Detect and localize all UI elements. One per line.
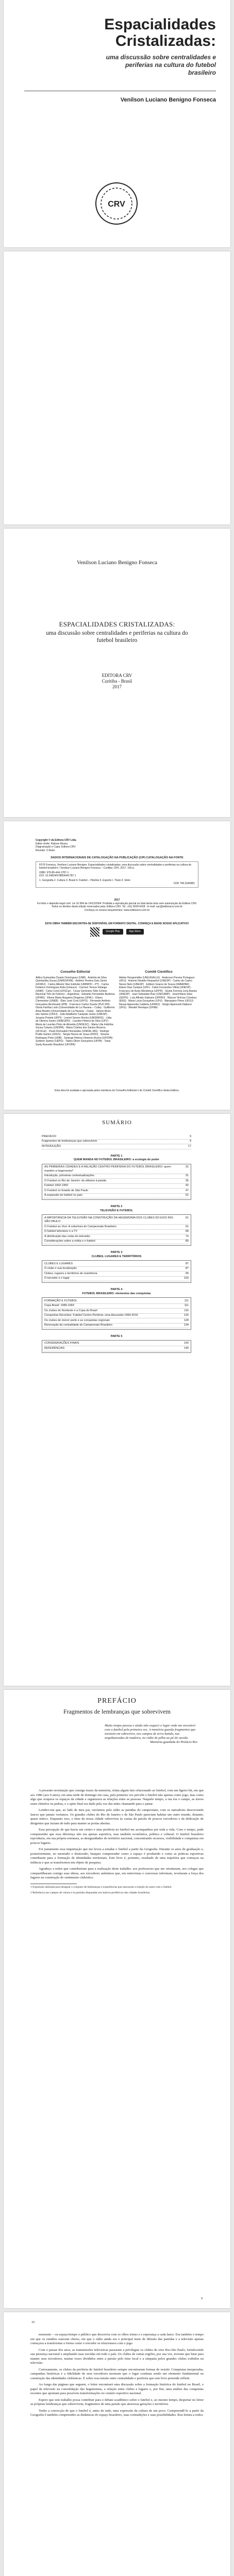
toc-entry-page: 68 — [185, 1230, 189, 1233]
book-authors: Venilson Luciano Benigno Fonseca — [120, 97, 216, 103]
toc-part-box — [42, 1164, 191, 1200]
preface-paragraph: Ao longo das páginas que seguem, o leitor encontrará uma discussão sobre a formação histórica do futebol no Brasil, o papel da televisão na consolidação das hegemonias, a relação entre clubes e lugares e, por fim, uma análise das conquistas recentes que apontam para possíveis transformações no cenário esportivo nacional. — [30, 2383, 204, 2395]
toc-entry[interactable] — [42, 1134, 191, 1140]
toc-entry-page: 116 — [184, 1309, 189, 1312]
toc-part-title: QUEM MANDA NO FUTEBOL BRASILEIRO: a ecologia do poder — [73, 1158, 160, 1161]
toc-entry-label: O torcedor e o lugar — [44, 1277, 70, 1280]
toc-entry-label: AS PRIMEIRAS CIDADES E A RELAÇÃO CENTRO-PERIFERIA DO FUTEBOL BRASILEIRO: quem mantém a hegemonia? — [44, 1165, 171, 1173]
preface-paragraph: Com o passar dos anos, as transmissões televisivas passaram a privilegiar os clubes do eixo Rio-São Paulo, fortalecendo sua presença nacional e ampliando suas torcidas em todo o país. Os clubes de outras regiões, por sua vez, tiveram que lutar para manter seus torcedores, muitas vezes divididos entre a paixão pelo time local e a simpatia pelos grandes clubes exibidos na televisão. — [30, 2348, 204, 2365]
toc-entry[interactable] — [44, 1299, 189, 1304]
toc-entry-page: 17 — [188, 1144, 191, 1148]
cip-box — [36, 861, 198, 888]
toc-entry[interactable] — [44, 1240, 189, 1245]
board-right-column — [119, 971, 198, 1046]
subjects: 1. Geografia 2. Cultura 3. Brasil 4. Futebol – História 5. Esporte I. Título II. Série — [39, 878, 130, 882]
toc-heading: SUMÁRIO — [102, 1120, 132, 1126]
credits-block — [36, 839, 198, 852]
toc-entry[interactable] — [44, 1262, 189, 1267]
board-right-members: Adelar Hengemühle (UNILASALLE) · Anderson Pereira Portuguez (UFU) · Antonio Nivaldo Hespanhol (UNESP) · Carlos de Castro Neves Neto (UNESP) · Edilson Soares de Souza (FABAPAR) · Eliane Dias Campos (UFF) · Fabio Fernandes Villela (UNESP) · Francisco de Assis Mendonça (UFPR) · Gisele Ferreira Lima Bastos (UNESP) · Juan Sebastian Ruiz (UNICAMP) · Joseli Maria Silva (UEPG) · Luis Alfredo Galeano (UFRRJ) · Marcos Vinícius Crivelaro (ENS) · Maria Lúcia Gonçalves (UFU) · Marquiano Pérez (UFSJ) · Neusa Aparecida Caldeira (UFRRJ) · Sérgio Aparecido Nabarro (UFG) · Wendel Henrique (UFBA) — [119, 976, 197, 1009]
toc-entry-page: 31 — [185, 1174, 189, 1177]
toc-part-box — [42, 1340, 191, 1353]
preface-epigraph — [105, 1724, 197, 1744]
toc-entry[interactable] — [42, 1144, 191, 1149]
cip-body: F676 Fonseca, Venilson Luciano Benigno. Espacialidades cristalizadas: uma discussão sobre centralidades e periferias na cultura do futebol brasileiro / Venilson Luciano Benigno Fonseca – Curitiba: CRV, 2017. 160 p. — [39, 863, 192, 870]
toc-entry[interactable] — [44, 1165, 189, 1174]
preface-paragraph: Agradeço a todos que contribuíram para a realização deste trabalho: aos professores que me orientaram, aos colegas que compartilharam comigo suas ideias, aos torcedores anônimos que, em entrevistas e conversas informais, revelaram a força dos lugares na construção do sentimento clubístico. — [30, 1867, 204, 1879]
board-left-title: Conselho Editorial — [60, 970, 90, 974]
book-title — [104, 16, 216, 49]
toc-entry[interactable] — [44, 1230, 189, 1235]
preface-heading: PREFÁCIO — [97, 1697, 137, 1705]
preface-paragraph: momento – ou espaço/tempo o público que descrevia com os olhos tristes e a esperança a cada lance. Era também o tempo em que os estádios estavam cheios, em que o rádio ainda era o principal meio de difusão das partidas e a televisão apenas começava a transformar a forma como o torcedor se relacionava com o jogo. — [30, 2333, 204, 2345]
toc-entry-label: CLUBES E LUGARES — [44, 1262, 73, 1265]
preface-paragraph: A presente revisitação que consigo trazer da memória, relata algum fato relacionado ao futebol, com um ligeiro hit, em que aos 1986 (aos 9 anos), em uma tarde de domingo em casa, pela primeira vez percebi o futebol não apenas como jogo, mas como algo que ocupava os espaços da cidade e organizava as relações entre as pessoas. Naquele tempo, a rua era o campo, as traves eram chinelos ou pedras, e o apito final era dado pela voz das mães chamando para o jantar. — [30, 1789, 204, 1806]
toc-entry-label: CONSIDERAÇÕES FINAIS — [44, 1342, 79, 1345]
toc-part-title: CLUBES, LUGARES E TERRITÓRIOS — [91, 1255, 142, 1258]
blank-page — [4, 251, 230, 524]
toc-entry-page: 111 — [184, 1299, 189, 1302]
toc-entry-page: 103 — [183, 1277, 189, 1280]
book-subtitle: uma discussão sobre centralidades e periferias na cultura do futebol brasileiro — [106, 54, 216, 76]
toc-entry-label: Futebol 1902-1950 — [44, 1184, 69, 1187]
google-play-button[interactable]: Google Play — [103, 929, 123, 935]
preface-paragraph: Espero que este trabalho possa contribuir para o debate acadêmico sobre o futebol e, ao mesmo tempo, despertar no leitor as próprias lembranças que sobrevivem, fragmentos de uma paixão que atravessa gerações e territórios. — [30, 2398, 204, 2406]
toc-entry-label: O Futebol no Estado de São Paulo — [44, 1189, 89, 1192]
toc-part-box — [42, 1260, 191, 1283]
publication-year: 2017 — [112, 684, 122, 689]
page-number-2: 10 — [31, 2321, 35, 2324]
toc-entry-page: 61 — [185, 1225, 189, 1228]
title-page-author: Venilson Luciano Benigno Fonseca — [76, 560, 158, 566]
epigraph-attribution: Memória guardada do Prefácio Rio — [150, 1740, 197, 1744]
title-line-1: Espacialidades — [104, 16, 216, 33]
rights-text: Foi feito o depósito legal conf. Lei 10.994 de 14/12/2004. Proibida a reprodução parcial ou total desta obra sem autorização da Editora CRV. — [37, 902, 197, 905]
publisher-name: EDITORA CRV — [102, 673, 132, 678]
toc-entry[interactable] — [44, 1318, 189, 1324]
preface-body-2 — [30, 2333, 204, 2420]
title-page-subtitle: uma discussão sobre centralidades e periferias na cultura do futebol brasileiro — [46, 630, 188, 643]
toc-part-label: PARTE 2 — [110, 1205, 123, 1208]
cip-block — [36, 856, 198, 888]
toc-list — [42, 1134, 191, 1353]
toc-entry-label: O futebol televisivo e a TV — [44, 1230, 78, 1233]
toc-part-label: PARTE 4 — [110, 1288, 123, 1291]
toc-part-title: FUTEBOL BRASILEIRO: elementos das conquistas — [82, 1292, 151, 1295]
toc-entry-page: 149 — [183, 1346, 189, 1350]
toc-entry-page: 35 — [185, 1179, 189, 1182]
board-right-title: Comitê Científico — [145, 970, 173, 974]
toc-entry-page: 80 — [185, 1240, 189, 1243]
copyright-page — [4, 821, 230, 1110]
toc-entry-page: 87 — [185, 1267, 189, 1270]
epigraph-text: Muito tempo passou e ainda não esqueci o lugar onde me encontrei com o futebol pela primeira vez. A memória guarda fragmentos que insistem em sobreviver, nos campos de terra batida, nas arquibancadas de madeira, no rádio de pilha ao pé do ouvido. — [105, 1724, 196, 1740]
preface-paragraph: Tenho a convicção de que o futebol é, antes de tudo, uma expressão da cultura de um povo. Compreendê-lo a partir da Geografia é também compreender as dinâmicas do espaço brasileiro, suas contradições e suas possibilidades. Boa leitura a todos. — [30, 2409, 204, 2417]
toc-entry-page: 128 — [183, 1318, 189, 1322]
title-line-2: Cristalizadas: — [115, 32, 216, 49]
toc-entry-page: 52 — [185, 1194, 189, 1197]
board-left-column — [36, 971, 115, 1046]
toc-part-title: TELEVISÃO E FUTEBOL — [100, 1209, 133, 1212]
toc-part-box — [42, 1214, 191, 1246]
page-number: 9 — [201, 2297, 203, 2300]
toc-entry-page: 42 — [185, 1184, 189, 1187]
preface-body — [30, 1789, 204, 1897]
preface-paragraph: Curiosamente, os clubes da periferia do futebol brasileiro sempre encontraram formas de resistir. Conquistas inesperadas, campanhas históricas e a fidelidade de seus torcedores mostram que o lugar continua sendo um elemento fundamental na construção das identidades clubísticas. É sobre essa tensão entre centralidade e periferia que este livro pretende refletir. — [30, 2367, 204, 2380]
toc-entry-label: A distribuição das cotas de televisão — [44, 1234, 90, 1238]
toc-entry-label: Fragmentos de lembranças que sobrevivem — [42, 1140, 97, 1143]
preface-paragraph: Essa percepção de que havia um centro e uma periferia no futebol me acompanhou por toda a vida. Com o tempo, pude compreender que essa diferença não era apenas esportiva, mas também econômica, política e cultural. O futebol brasileiro reproduzia, em sua própria estrutura, as desigualdades do território nacional, concentrando recursos, visibilidade e conquistas em poucos lugares. — [30, 1828, 204, 1845]
publisher-city: Curitiba - Brasil — [102, 679, 132, 684]
peer-note: Esta obra foi avaliada e aprovada pelos membros do Conselho Editorial e do Comitê Científico desta Editora. — [55, 1089, 179, 1092]
toc-part-box — [42, 1297, 191, 1330]
publisher-block — [4, 673, 230, 690]
logo-text: CRV — [108, 200, 125, 209]
footnote: 2 Referência aos campos de várzea e às partidas disputadas nos bairros periféricos das cidades brasileiras. — [30, 1891, 151, 1894]
app-store-button[interactable]: App Store — [126, 929, 144, 935]
toc-entry-label: Conquistas Recentes: Futebol Centro-Periferia: uma discussão 1994-2016 — [44, 1314, 138, 1317]
toc-entry[interactable] — [44, 1234, 189, 1240]
toc-entry[interactable] — [44, 1314, 189, 1319]
toc-part-label: PARTE 5 — [110, 1335, 123, 1338]
toc-entry[interactable] — [44, 1225, 189, 1230]
app-store-bar — [36, 927, 198, 937]
toc-entry[interactable] — [44, 1324, 189, 1329]
toc-entry-label: O clube e sua localização — [44, 1267, 77, 1270]
review-line: Revisão: O Autor — [36, 849, 55, 852]
toc-entry-page: 134 — [183, 1324, 189, 1327]
app-text: ESTA OBRA TAMBÉM ENCONTRA-SE DISPONÍVEL EM FORMATO DIGITAL. CONHEÇA E BAIXE NOSSO APLICATIVO! — [45, 922, 189, 925]
rights-year: 2017 — [114, 899, 120, 902]
isbn: ISBN: 978-85-444-1787-1 — [39, 871, 69, 874]
toc-page — [4, 1114, 230, 1686]
toc-entry-page: 74 — [185, 1234, 189, 1238]
publisher-address: Todos os direitos desta edição reservados pela: Editora CRV. Tel.: (41) 3039-6418 - E-mail: sac@editoracrv.com.br — [51, 905, 183, 908]
copyright-line: Copyright © da Editora CRV Ltda. — [36, 839, 77, 842]
toc-entry[interactable] — [44, 1184, 189, 1189]
preface-page-2 — [4, 2312, 230, 2576]
editorial-board — [36, 971, 198, 1046]
editor-line: Editor-chefe: Railson Moura — [36, 842, 68, 845]
toc-entry[interactable] — [44, 1342, 189, 1347]
toc-entry-page: 61 — [185, 1216, 189, 1219]
rights-block — [36, 899, 198, 912]
title-page-title: ESPACIALIDADES CRISTALIZADAS: — [59, 620, 175, 628]
toc-entry-page: 31 — [185, 1165, 189, 1168]
board-left-members: Aldira Guimarães Duarte Domínguez (UNB) · Andréia da Silva Quintanilha Sousa (UNIR/UFRN) · Antônio Pereira Gaio Júnior (UFRRJ) · Carlos Alberto Vilar Estêvão (UMINHO – PT) · Carlos Federico Dominguez Avila (Unieuro) · Carmen Tereza Velanga (UNIR) · Celso Conti (UFSCar) · Cesar Gerónimo Tello (Univer. Nacional Três de Febrero – Argentina) · Eduardo Fernandes Barbosa (UFMG) · Elione Maria Nogueira Diogenes (UFAL) · Elizeu Clementino (UNEB) · Élsio José Corá (UFFS) · Fernando Antônio Gonçalves Alcoforado (IPB) · Francisco Carlos Duarte (PUC-PR) · Gloria Fariñas León (Universidade de La Havana – Cuba) · Guillermo Arias Beatón (Universidade de La Havana – Cuba) · Jailson Alves dos Santos (UFRJ) · João Adalberto Campato Junior (UNESP) · Josania Portela (UFPI) · Leonel Severo Rocha (UNISINOS) · Lídia de Oliveira Xavier (UNIEURO) · Lourdes Helena da Silva (UFV) · Maria de Lourdes Pinto de Almeida (UNOESC) · Maria Lília Imbiriba Sousa Colares (UNOPA) · Maria Cristina dos Santos Bezerra (UFSCar) · Paulo Romualdo Hernandes (UNIFAL-MG) · Rodrigo Pratte-Santos (UFES) · Sérgio Nunes de Jesus (IFRO) · Simone Rodrigues Pinto (UNB) · Solange Helena Ximenes-Rocha (UFOPA) · Sydione Santos (UEPG) · Tadeu Oliver Gonçalves (UFPA) · Tania Suely Azevedo Brasileiro (UFOPA) — [36, 976, 115, 1046]
qr-code-icon — [90, 927, 99, 937]
preface-subheading: Fragmentos de lembranças que sobrevivem — [63, 1708, 171, 1715]
design-line: Diagramação e Capa: Editora CRV — [36, 845, 76, 849]
toc-entry-label: A expansão do futebol no país — [44, 1194, 83, 1197]
toc-entry[interactable] — [44, 1189, 189, 1194]
toc-entry-label: Considerações sobre a mídia e o futebol — [44, 1240, 95, 1243]
app-block — [36, 922, 198, 937]
toc-entry-page: 9 — [189, 1134, 191, 1138]
toc-entry[interactable] — [44, 1174, 189, 1179]
toc-entry[interactable] — [44, 1216, 189, 1225]
toc-entry-label: REFERÊNCIAS — [44, 1346, 65, 1350]
toc-entry-label: O Futebol ao Vivo: A cobertura do Campeonato Brasileiro — [44, 1225, 116, 1228]
publisher-site[interactable]: Conheça os nossos lançamentos: www.editoracrv.com.br — [84, 908, 150, 912]
toc-entry[interactable] — [44, 1277, 189, 1282]
toc-entry-label: Introdução, primeiras contextualizações — [44, 1174, 94, 1177]
toc-entry-page: 143 — [183, 1342, 189, 1345]
crv-logo-icon — [94, 181, 139, 226]
toc-entry-label: A IMPORTÂNCIA DA TELEVISÃO NA CONSTRUÇÃO DA HEGEMONIA DOS CLUBES DO EIXO RIO-SÃO PAULO — [44, 1216, 174, 1223]
preface-page — [4, 1690, 230, 2308]
toc-part-label: PARTE 3 — [110, 1251, 123, 1254]
toc-entry-label: Renovação da centralidade do Campeonato Brasileiro — [44, 1324, 113, 1327]
title-page — [4, 529, 230, 817]
toc-entry-page: 111 — [184, 1304, 189, 1307]
toc-entry[interactable] — [44, 1267, 189, 1272]
toc-entry-label: FORMAÇÃO E FUTEBOL — [44, 1299, 77, 1302]
toc-entry-label: O Futebol no Rio de Janeiro: do elitismo à paixão — [44, 1179, 107, 1182]
footnote: 1 Expressão utilizada para designar o conjunto de lembranças e experiências que marcaram a relação do autor com o futebol. — [30, 1885, 172, 1889]
toc-entry-page: 47 — [185, 1189, 189, 1192]
toc-entry[interactable] — [44, 1304, 189, 1309]
toc-entry-label: Copa Brasil: 1989-1993 — [44, 1304, 74, 1307]
toc-entry[interactable] — [44, 1309, 189, 1314]
toc-entry[interactable] — [44, 1346, 189, 1351]
toc-entry-label: PREFÁCIO — [42, 1134, 57, 1138]
cover-page — [4, 0, 230, 247]
toc-entry-page: 9 — [189, 1140, 191, 1143]
toc-entry-label: INTRODUÇÃO — [42, 1144, 61, 1148]
toc-entry-page: 87 — [185, 1262, 189, 1265]
toc-entry-label: Clubes, lugares e territórios de resistência — [44, 1272, 97, 1275]
cdd: CDD 796.3340981 — [173, 882, 195, 885]
doi: DOI: 10.24824/978854441787.1 — [39, 874, 76, 877]
toc-entry-page: 120 — [183, 1314, 189, 1317]
cip-title: DADOS INTERNACIONAIS DE CATALOGAÇÃO NA PUBLICAÇÃO (CIP) CATALOGAÇÃO NA FONTE — [51, 856, 183, 859]
toc-entry-page: 95 — [185, 1272, 189, 1275]
toc-entry[interactable] — [42, 1140, 191, 1145]
toc-entry-label: Os clubes do Nordeste e a Copa do Brasil — [44, 1309, 97, 1312]
preface-paragraph: Foi justamente essa inquietação que me levou a estudar o futebol a partir da Geografia. Durante os anos de graduação e, posteriormente, no mestrado e doutorado, busquei compreender como o espaço é produzido e como as práticas esportivas contribuem para a formação de identidades territoriais. Este livro é, portanto, resultado de uma trajetória que começou na infância e que se transformou em objeto de pesquisa. — [30, 1848, 204, 1865]
toc-entry[interactable] — [44, 1194, 189, 1199]
toc-entry[interactable] — [44, 1272, 189, 1277]
toc-part-label: PARTE 1 — [110, 1154, 123, 1158]
toc-entry-label: Os clubes de menor porte e as conquistas regionais — [44, 1318, 110, 1322]
toc-entry[interactable] — [44, 1179, 189, 1184]
preface-paragraph: Lembro-me que, ao lado de meu pai, ouvíamos pelo rádio as partidas do campeonato, com os narradores descrevendo lances que jamais veríamos. Os grandes clubes do Rio de Janeiro e de São Paulo pareciam habitar um outro mundo, distante, quase mítico. Enquanto isso, o time da nossa cidade sobrevivia às custas da paixão de poucos torcedores e da dedicação de dirigentes que faziam de tudo para manter as portas abertas. — [30, 1808, 204, 1825]
